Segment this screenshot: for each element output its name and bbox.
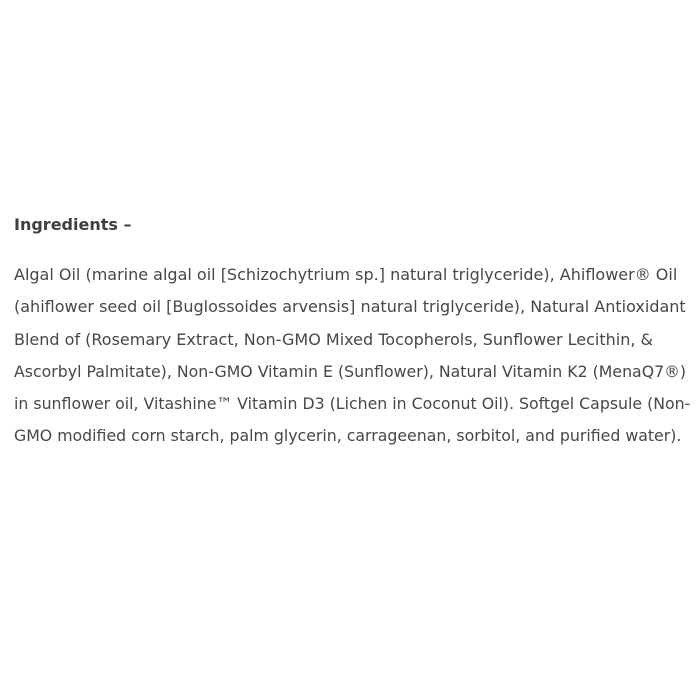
ingredients-line: Blend of (Rosemary Extract, Non-GMO Mixed Tocopherols, Sunflower Lecithin, & xyxy=(14,329,654,349)
ingredients-heading: Ingredients – xyxy=(14,215,132,234)
ingredients-line: in sunflower oil, Vitashine™ Vitamin D3 (Lichen in Coconut Oil). Softgel Capsule (Non- xyxy=(14,394,691,414)
ingredients-text xyxy=(14,259,690,453)
ingredients-line: Algal Oil (marine algal oil [Schizochytrium sp.] natural triglyceride), Ahiflower® Oil xyxy=(14,265,678,284)
ingredients-section xyxy=(14,211,690,453)
ingredients-line: Ascorbyl Palmitate), Non-GMO Vitamin E (Sunflower), Natural Vitamin K2 (MenaQ7®) xyxy=(14,361,687,381)
ingredients-line: GMO modified corn starch, palm glycerin, carrageenan, sorbitol, and purified water). xyxy=(14,426,682,446)
ingredients-line: (ahiflower seed oil [Buglossoides arvensis] natural triglyceride), Natural Antioxidant xyxy=(14,297,686,317)
